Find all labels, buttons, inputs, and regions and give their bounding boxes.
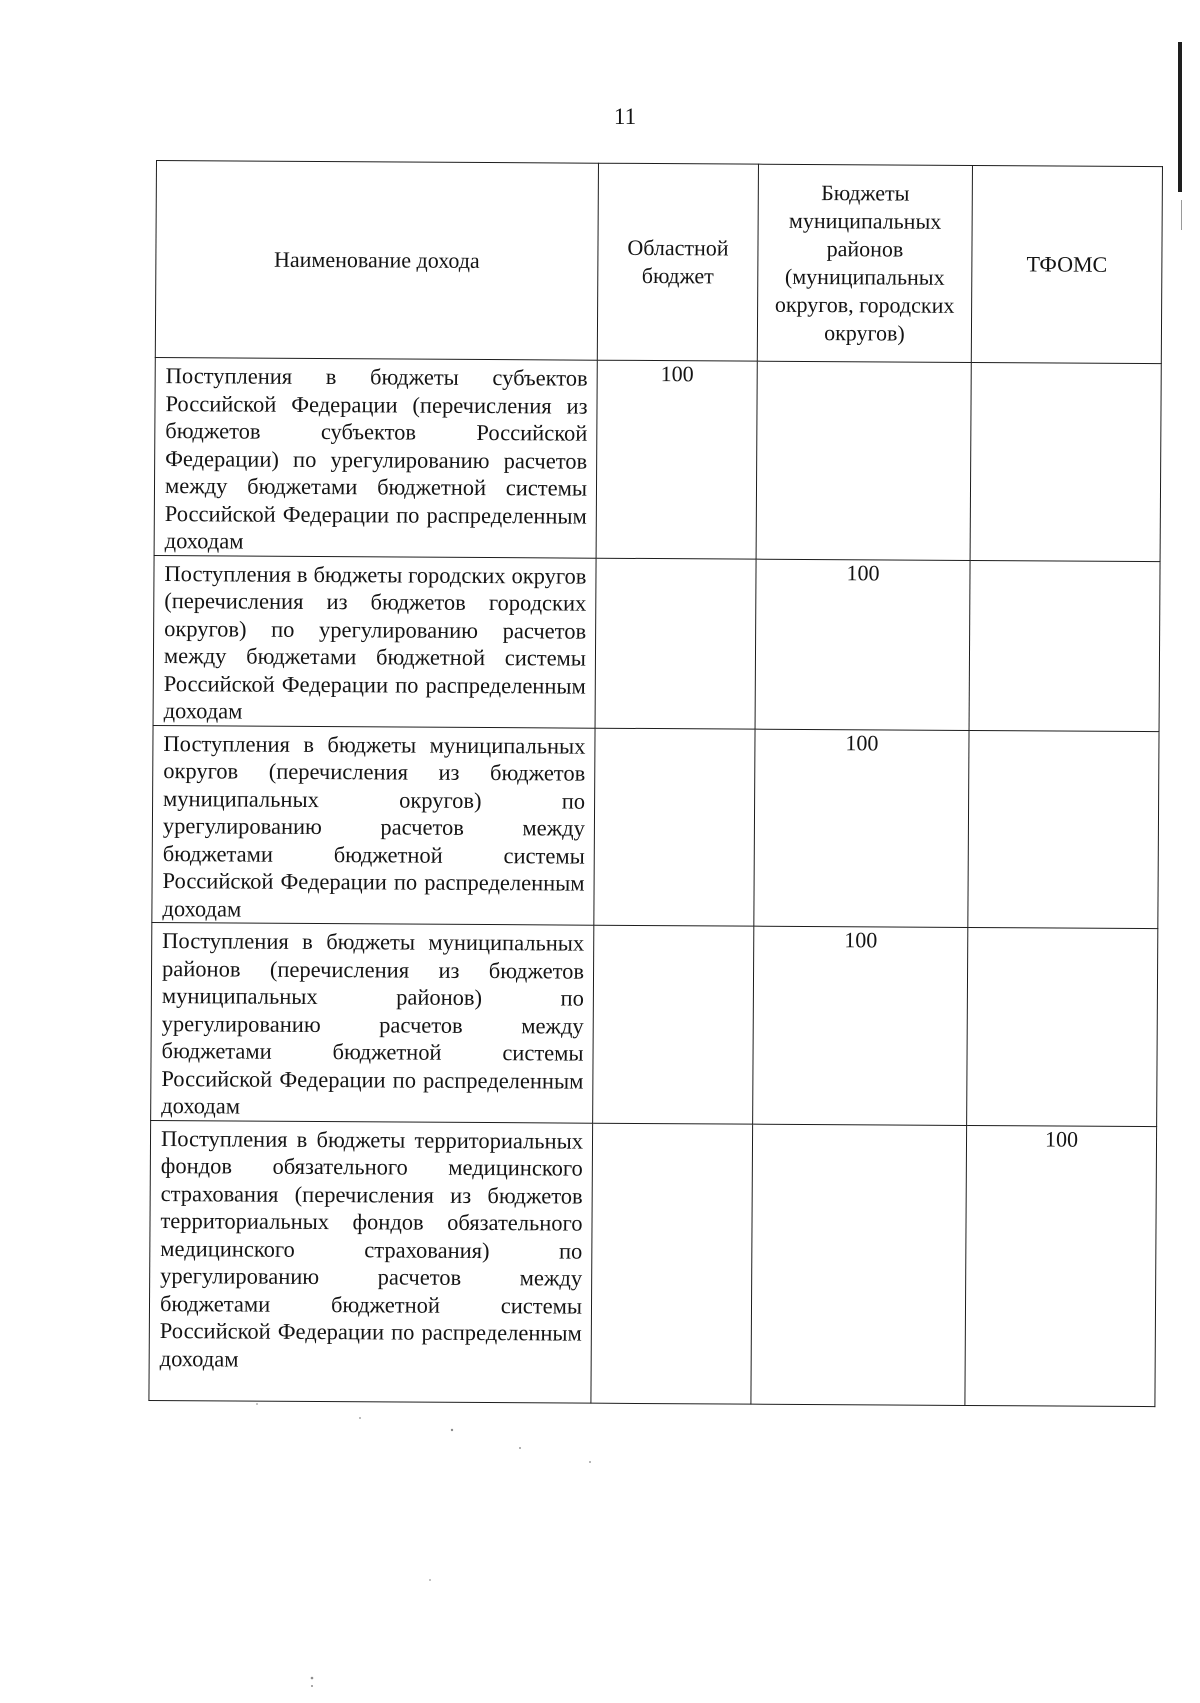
table-row [149, 1120, 1157, 1406]
municipal-budget-cell: 100 [753, 926, 968, 1125]
municipal-budget-cell [751, 1124, 967, 1405]
income-name-cell: Поступления в бюджеты городских округов (перечисления из бюджетов городских округов) по урегулированию расчетов между бюджетами бюджетной системы Российской Федерации по распределенным доходам [153, 555, 596, 728]
regional-budget-cell [594, 728, 755, 926]
regional-budget-cell: 100 [596, 360, 757, 558]
tfoms-cell: 100 [965, 1125, 1157, 1406]
column-header-regional-budget [597, 163, 758, 361]
tfoms-cell [969, 560, 1160, 731]
table-row [151, 922, 1158, 1126]
income-name-cell: Поступления в бюджеты субъектов Российской Федерации (перечисления из бюджетов субъектов Российской Федерации) по урегулированию расчетов между бюджетами бюджетной системы Российской Федерации по распределенным доходам [154, 357, 597, 557]
table-row [154, 357, 1161, 561]
income-distribution-table [148, 160, 1163, 1407]
income-name-cell: Поступления в бюджеты муниципальных районов (перечисления из бюджетов муниципальных районов) по урегулированию расчетов между бюджетами бюджетной системы Российской Федерации по распределенным доходам [151, 922, 594, 1122]
municipal-budget-cell [756, 361, 971, 560]
regional-budget-cell [595, 558, 756, 729]
municipal-budget-cell: 100 [755, 559, 970, 730]
income-name-cell: Поступления в бюджеты муниципальных округов (перечисления из бюджетов муниципальных округов) по урегулированию расчетов между бюджетами бюджетной системы Российской Федерации по распределенным доходам [152, 725, 595, 925]
table-header-row [155, 161, 1162, 364]
tfoms-cell [967, 927, 1158, 1126]
table-row [153, 555, 1160, 731]
column-header-income-name-label: Наименование дохода [273, 246, 480, 273]
column-header-regional-budget-label: Областной бюджет [627, 234, 729, 289]
table-row [152, 725, 1159, 929]
column-header-municipal-budgets [757, 164, 972, 362]
column-header-tfoms-label: ТФОМС [1026, 251, 1108, 277]
regional-budget-cell [591, 1123, 753, 1404]
page-number: 11 [613, 104, 637, 129]
column-header-tfoms [971, 165, 1162, 363]
column-header-income-name [155, 161, 598, 361]
regional-budget-cell [593, 925, 754, 1123]
income-name-cell: Поступления в бюджеты территориальных фондов обязательного медицинского страхования (перечисления из бюджетов территориальных фондов обязательного медицинского страхования) по урегулированию расчетов между бюджетами бюджетной системы Российской Федерации по распределенным доходам [149, 1120, 593, 1403]
municipal-budget-cell: 100 [754, 729, 969, 928]
tfoms-cell [970, 362, 1161, 561]
tfoms-cell [968, 730, 1159, 929]
column-header-municipal-budgets-label: Бюджеты муниципальных районов (муниципальных округов, городских округов) [774, 180, 955, 346]
scan-edge-mark-faint [1181, 200, 1182, 230]
